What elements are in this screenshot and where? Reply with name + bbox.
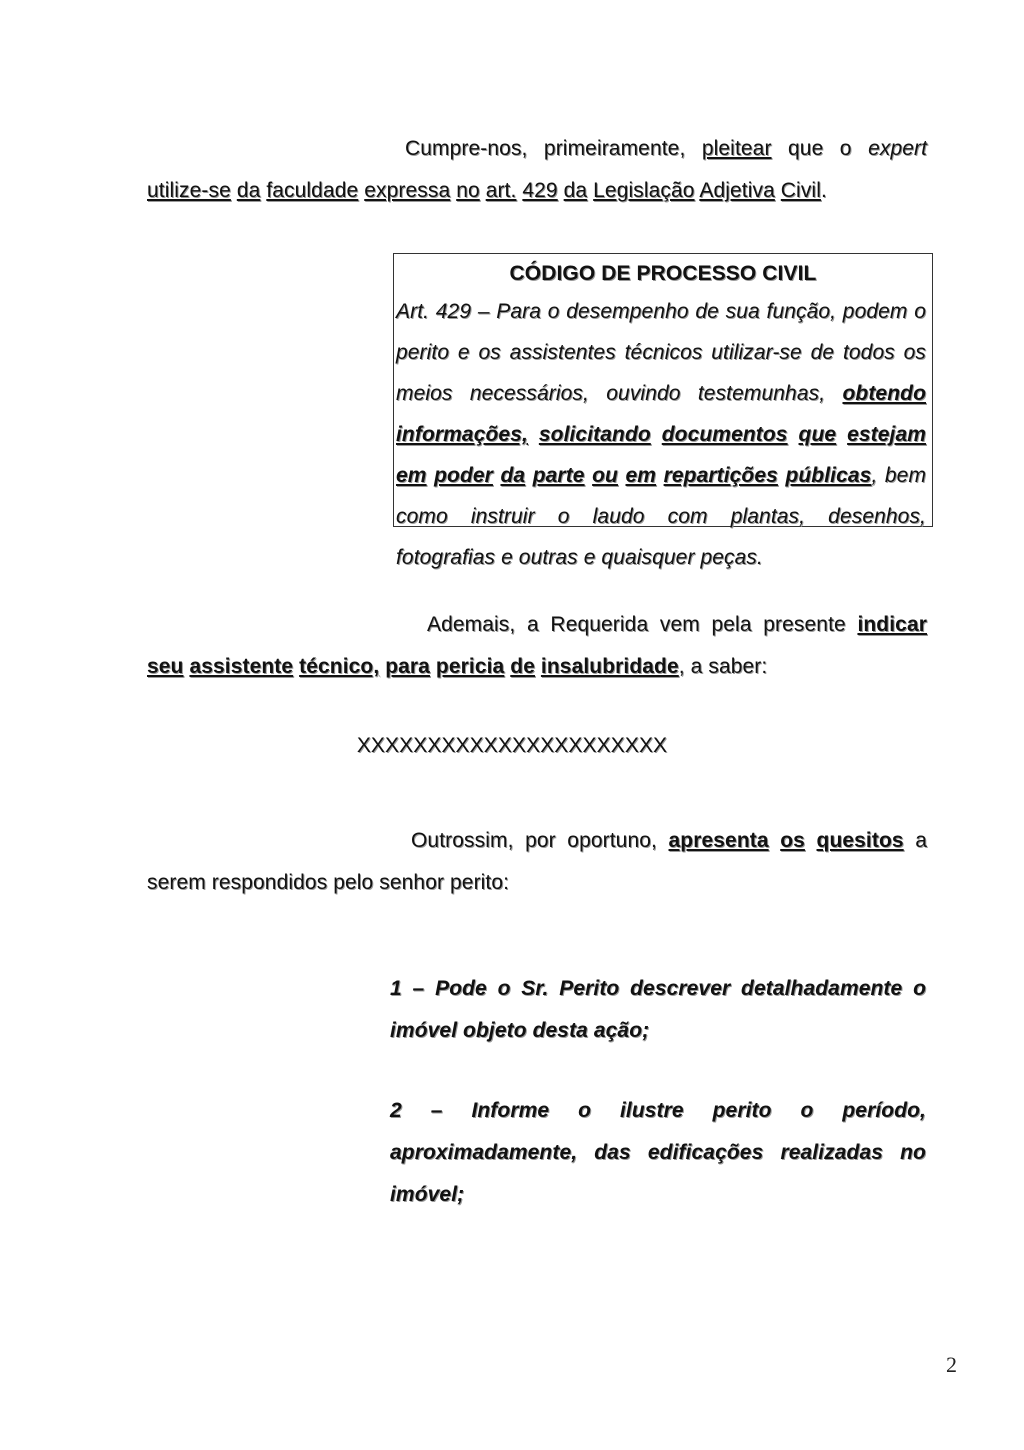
underlined-word: da — [236, 179, 261, 202]
bold-underlined-word: pericia — [435, 655, 505, 678]
question-item: 2 – Informe o ilustre perito o período, aproximadamente, das edificações realizadas no imóvel; — [390, 1099, 926, 1206]
italic-word: expert — [868, 137, 928, 160]
text-segment: a serem respondidos pelo senhor perito: — [147, 829, 928, 894]
quote-emphasis: poder — [434, 464, 493, 487]
page-number: 2 — [946, 1352, 957, 1377]
bold-underlined-word: indicar — [857, 613, 927, 636]
bold-underlined-word: insalubridade — [540, 655, 679, 678]
paragraph-assistant — [147, 604, 927, 688]
quote-emphasis: ou — [592, 464, 618, 487]
underlined-word: da — [563, 179, 588, 202]
bold-underlined-word: apresenta — [668, 829, 769, 852]
quote-body — [396, 291, 926, 578]
quote-emphasis: que — [798, 423, 837, 446]
quote-emphasis: obtendo — [842, 382, 926, 405]
bold-underlined-word: técnico, — [299, 655, 380, 678]
quote-emphasis: repartições — [663, 464, 778, 487]
text-segment: Outrossim, por oportuno, — [411, 829, 657, 852]
quote-title: CÓDIGO DE PROCESSO CIVIL — [509, 262, 817, 285]
bold-underlined-word: para — [385, 655, 430, 678]
paragraph-questions-intro — [147, 820, 927, 904]
bold-underlined-word: seu — [147, 655, 184, 678]
underlined-word: utilize-se — [147, 179, 231, 202]
underlined-word: Civil — [780, 179, 821, 202]
text-segment: . — [820, 179, 827, 202]
bold-underlined-word: de — [510, 655, 535, 678]
quote-emphasis: informações, — [396, 423, 528, 446]
underlined-word: pleitear — [701, 137, 772, 160]
bold-underlined-word: assistente — [189, 655, 294, 678]
underlined-word: Adjetiva — [699, 179, 775, 202]
quote-emphasis: estejam — [847, 423, 927, 446]
quote-emphasis: públicas — [785, 464, 872, 487]
quote-emphasis: em — [625, 464, 657, 487]
quote-emphasis: em — [396, 464, 427, 487]
text-segment: que o — [788, 137, 852, 160]
quote-emphasis: documentos — [661, 423, 788, 446]
bold-underlined-word: quesitos — [816, 829, 904, 852]
text-segment: Ademais, a Requerida vem pela presente — [427, 613, 846, 636]
quote-emphasis: da — [500, 464, 526, 487]
underlined-word: faculdade — [266, 179, 359, 202]
quote-emphasis: solicitando — [538, 423, 651, 446]
underlined-word: expressa — [364, 179, 451, 202]
legal-quote-box — [393, 253, 933, 569]
text-segment: Cumpre-nos, primeiramente, — [405, 137, 686, 160]
quote-text: , bem como instruir o laudo com plantas, desenhos, fotografias e outras e quaisquer peças. — [396, 464, 927, 569]
quote-emphasis: parte — [532, 464, 585, 487]
text-segment: , a saber: — [678, 655, 768, 678]
bold-underlined-word: os — [780, 829, 805, 852]
question-item: 1 – Pode o Sr. Perito descrever detalhadamente o imóvel objeto desta ação; — [390, 977, 926, 1042]
paragraph-intro — [147, 128, 927, 212]
assistant-name: XXXXXXXXXXXXXXXXXXXXXX — [356, 734, 668, 757]
underlined-word: Legislação — [593, 179, 695, 202]
underlined-word: art. — [485, 179, 517, 202]
quote-text: Art. 429 – Para o desempenho de sua função, podem o perito e os assistentes técnicos utilizar-se de todos os meios necessários, ouvindo testemunhas, — [396, 300, 926, 405]
underlined-word: 429 — [522, 179, 558, 202]
underlined-word: no — [456, 179, 480, 202]
